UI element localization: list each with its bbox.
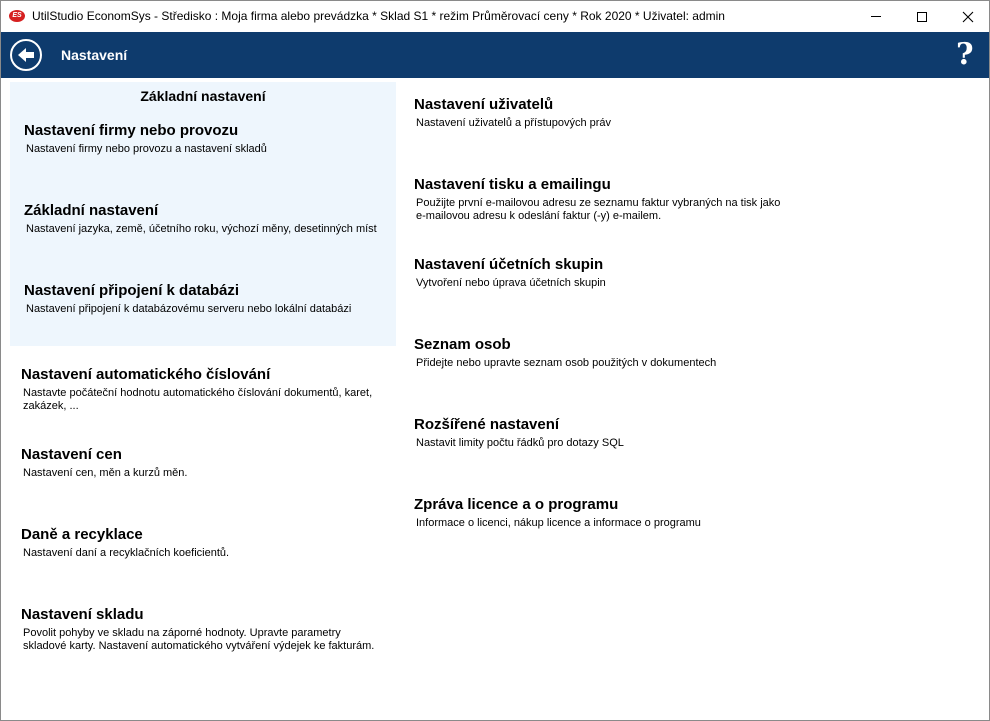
title-bar (1, 1, 989, 32)
item-title: Rozšířené nastavení (414, 416, 560, 433)
item-title: Nastavení cen (21, 446, 122, 463)
settings-item-license[interactable] (414, 496, 784, 530)
settings-item-users[interactable] (414, 96, 784, 130)
item-title: Nastavení účetních skupin (414, 256, 604, 273)
item-description: Nastavení firmy nebo provozu a nastavení skladů (26, 143, 267, 155)
app-logo: ES (9, 10, 25, 22)
item-description: Nastavení uživatelů a přístupových práv (416, 117, 612, 129)
settings-item-printing[interactable] (414, 176, 784, 223)
settings-item-numbering[interactable] (21, 366, 386, 413)
item-title: Nastavení připojení k databázi (24, 282, 240, 299)
minimize-button[interactable] (853, 1, 899, 32)
item-description: Vytvoření nebo úprava účetních skupin (416, 277, 606, 289)
settings-item-company[interactable] (24, 122, 394, 156)
item-title: Nastavení uživatelů (414, 96, 554, 113)
settings-item-prices[interactable] (21, 446, 386, 480)
item-description: Informace o licenci, nákup licence a informace o programu (416, 517, 701, 529)
item-description: Nastavení jazyka, země, účetního roku, výchozí měny, desetinných míst (26, 223, 377, 235)
arrow-left-icon (16, 45, 36, 65)
settings-item-taxes[interactable] (21, 526, 386, 560)
back-button[interactable] (10, 39, 42, 71)
item-title: Daně a recyklace (21, 526, 143, 543)
item-description: Nastavit limity počtu řádků pro dotazy SQL (416, 437, 624, 449)
item-description: Nastavení připojení k databázovému serveru nebo lokální databázi (26, 303, 352, 315)
item-title: Základní nastavení (24, 202, 159, 219)
item-description: Použijte první e-mailovou adresu ze seznamu faktur vybraných na tisk jako e-mailovou adresu k odeslání faktur (-y) e-mailem. (416, 197, 781, 222)
settings-item-database[interactable] (24, 282, 394, 316)
minimize-icon (871, 16, 881, 17)
item-title: Seznam osob (414, 336, 511, 353)
maximize-button[interactable] (899, 1, 945, 32)
settings-item-warehouse[interactable] (21, 606, 386, 653)
item-description: Povolit pohyby ve skladu na záporné hodnoty. Upravte parametry skladové karty. Nastavení automatického vytváření výdejek ke fakturám. (23, 627, 375, 652)
settings-item-accounting-groups[interactable] (414, 256, 784, 290)
window-title: UtilStudio EconomSys - Středisko : Moja firma alebo prevádzka * Sklad S1 * režim Průměrovací ceny * Rok 2020 * Uživatel: admin (32, 9, 725, 23)
item-description: Přidejte nebo upravte seznam osob použitých v dokumentech (416, 357, 717, 369)
item-title: Nastavení firmy nebo provozu (24, 122, 239, 139)
help-button[interactable]: ? (956, 37, 974, 72)
header-bar (1, 32, 989, 78)
basic-settings-heading: Základní nastavení (140, 88, 266, 104)
item-title: Zpráva licence a o programu (414, 496, 619, 513)
page-title: Nastavení (61, 47, 128, 63)
settings-item-persons[interactable] (414, 336, 784, 370)
close-icon (962, 11, 974, 23)
item-title: Nastavení tisku a emailingu (414, 176, 611, 193)
item-description: Nastavení cen, měn a kurzů měn. (23, 467, 188, 479)
item-title: Nastavení skladu (21, 606, 144, 623)
settings-item-advanced[interactable] (414, 416, 784, 450)
settings-item-basic[interactable] (24, 202, 394, 236)
item-description: Nastavte počáteční hodnotu automatického číslování dokumentů, karet, zakázek, ... (23, 387, 373, 412)
maximize-icon (917, 12, 927, 22)
close-button[interactable] (945, 1, 990, 32)
item-title: Nastavení automatického číslování (21, 366, 271, 383)
item-description: Nastavení daní a recyklačních koeficientů. (23, 547, 230, 559)
